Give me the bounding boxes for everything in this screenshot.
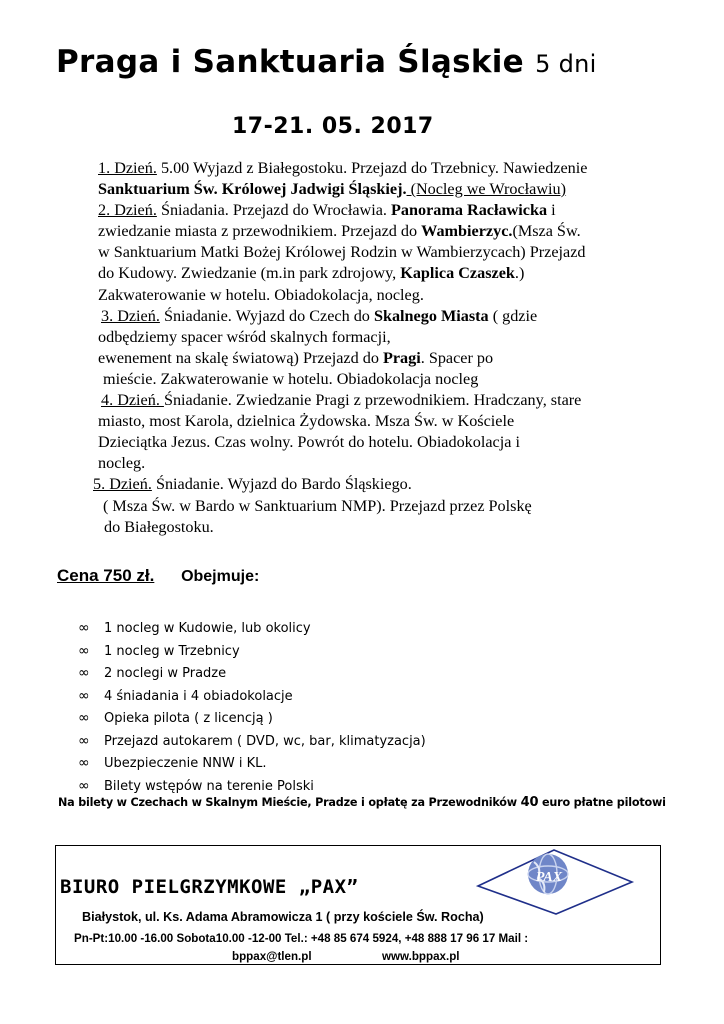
itinerary-line <box>98 390 638 411</box>
line-bold: Panorama Racławicka <box>391 201 548 220</box>
itinerary-line <box>98 179 638 200</box>
agency-website[interactable]: www.bppax.pl <box>382 950 460 963</box>
itinerary <box>93 158 638 538</box>
itinerary-line <box>98 158 638 179</box>
includes-label: Obejmuje: <box>181 568 260 585</box>
itinerary-line: do Białegostoku. <box>104 517 214 536</box>
includes-item <box>78 707 426 730</box>
itinerary-line: Zakwaterowanie w hotelu. Obiadokolacja, nocleg. <box>98 285 424 304</box>
itinerary-line: ( Msza Św. w Bardo w Sanktuarium NMP). Przejazd przez Polskę <box>103 496 532 515</box>
line-text: i <box>547 201 556 220</box>
includes-item-text: Przejazd autokarem ( DVD, wc, bar, klimatyzacja) <box>104 733 426 749</box>
note-text-end: euro płatne pilotowi <box>538 796 666 809</box>
includes-item <box>78 730 426 753</box>
agency-hours-phone: Pn-Pt:10.00 -16.00 Sobota10.00 -12-00 Tel.: +48 85 674 5924, +48 888 17 96 17 Mail : <box>74 932 529 945</box>
includes-item <box>78 640 426 663</box>
day-label: 4. Dzień. <box>101 391 164 410</box>
tickets-note <box>58 795 666 810</box>
itinerary-line <box>98 306 638 327</box>
title-days: 5 dni <box>535 50 597 78</box>
infinity-bullet-icon: ∞ <box>78 755 90 771</box>
agency-address: Białystok, ul. Ks. Adama Abramowicza 1 ( przy kościele Św. Rocha) <box>82 910 484 924</box>
line-bold: Wambierzyc. <box>421 222 513 241</box>
day-label: 1. Dzień. <box>98 159 157 177</box>
trip-dates: 17-21. 05. 2017 <box>232 114 434 139</box>
itinerary-line <box>93 474 638 495</box>
includes-item <box>78 752 426 775</box>
includes-item-text: Opieka pilota ( z licencją ) <box>104 711 273 726</box>
itinerary-line <box>98 348 638 369</box>
line-text: Śniadanie. Wyjazd do Czech do <box>159 306 374 325</box>
itinerary-line: mieście. Zakwaterowanie w hotelu. Obiadokolacja nocleg <box>103 369 479 388</box>
line-bold: Sanktuarium Św. Królowej Jadwigi Śląskiej. <box>98 180 407 199</box>
pax-logo <box>476 848 636 916</box>
itinerary-line: odbędziemy spacer wśród skalnych formacji, <box>98 327 391 346</box>
itinerary-line: miasto, most Karola, dzielnica Żydowska. Msza Św. w Kościele <box>98 412 515 431</box>
itinerary-line <box>98 200 638 221</box>
includes-item-text: 1 nocleg w Kudowie, lub okolicy <box>104 621 311 636</box>
line-text: Śniadania. Przejazd do Wrocławia. <box>156 201 392 220</box>
line-text: . Spacer po <box>420 348 494 367</box>
infinity-bullet-icon: ∞ <box>78 665 90 681</box>
line-text: 5.00 Wyjazd z Białegostoku. Przejazd do Trzebnicy. Nawiedzenie <box>156 159 588 177</box>
logo-text: PAX <box>535 870 563 885</box>
includes-item-text: 1 nocleg w Trzebnicy <box>104 643 240 659</box>
line-text: zwiedzanie miasta z przewodnikiem. Przejazd do <box>98 222 422 241</box>
includes-item-text: Ubezpieczenie NNW i KL. <box>104 756 267 771</box>
infinity-bullet-icon: ∞ <box>78 777 90 794</box>
price-label: Cena 750 zł. <box>57 566 155 585</box>
line-underlined: (Nocleg we Wrocławiu) <box>406 180 567 199</box>
line-bold: Skalnego Miasta <box>373 306 489 325</box>
itinerary-line: Dzieciątka Jezus. Czas wolny. Powrót do hotelu. Obiadokolacja i <box>98 433 520 452</box>
infinity-bullet-icon: ∞ <box>78 710 90 726</box>
day-label: 5. Dzień. <box>93 475 152 494</box>
line-text: ewenement na skalę światową) Przejazd do <box>98 348 383 367</box>
includes-list <box>78 617 426 797</box>
line-bold: Kaplica Czaszek <box>400 264 515 283</box>
includes-item <box>78 662 426 685</box>
infinity-bullet-icon: ∞ <box>78 642 90 659</box>
itinerary-line <box>98 221 638 242</box>
agency-contact-box <box>55 845 661 965</box>
includes-item <box>78 685 426 708</box>
note-text: Na bilety w Czechach w Skalnym Mieście, Pradze i opłatę za Przewodników <box>58 796 521 809</box>
day-label: 3. Dzień. <box>101 306 160 325</box>
agency-email[interactable]: bppax@tlen.pl <box>232 950 312 963</box>
itinerary-line <box>98 263 638 284</box>
includes-item-text: 4 śniadania i 4 obiadokolacje <box>104 688 293 704</box>
line-text: .) <box>514 264 525 283</box>
infinity-bullet-icon: ∞ <box>78 620 90 636</box>
title-text: Praga i Sanktuaria Śląskie <box>56 44 525 80</box>
line-bold: Pragi <box>382 348 421 367</box>
price-section <box>57 566 259 586</box>
line-text: Śniadanie. Wyjazd do Bardo Śląskiego. <box>151 475 412 494</box>
includes-item-text: 2 noclegi w Pradze <box>104 666 227 681</box>
infinity-bullet-icon: ∞ <box>78 732 90 749</box>
itinerary-line: w Sanktuarium Matki Bożej Królowej Rodzin w Wambierzycach) Przejazd <box>98 243 586 262</box>
page-title <box>56 44 597 80</box>
agency-name: BIURO PIELGRZYMKOWE „PAX” <box>60 876 359 898</box>
line-text: ( gdzie <box>488 306 538 325</box>
infinity-bullet-icon: ∞ <box>78 687 90 704</box>
includes-item <box>78 617 426 640</box>
includes-item-text: Bilety wstępów na terenie Polski <box>104 778 314 794</box>
line-text: Śniadanie. Zwiedzanie Pragi z przewodnikiem. Hradczany, stare <box>163 391 582 410</box>
itinerary-line: nocleg. <box>98 454 146 473</box>
line-text: (Msza Św. <box>512 222 581 241</box>
day-label: 2. Dzień. <box>98 201 157 220</box>
line-text: do Kudowy. Zwiedzanie (m.in park zdrojowy, <box>98 264 401 283</box>
includes-item <box>78 775 426 798</box>
note-amount: 40 <box>520 795 539 810</box>
